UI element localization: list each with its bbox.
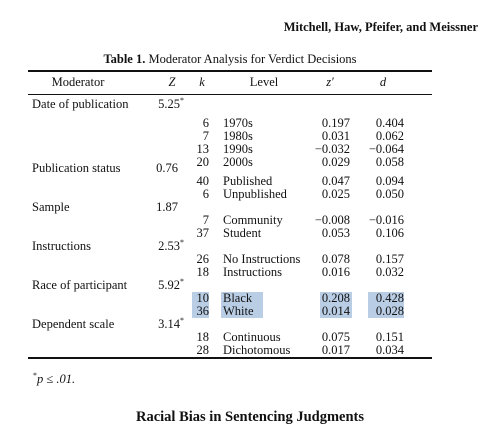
z-prime-cell-text: 0.208 — [321, 291, 350, 305]
d-cell-text: 0.062 — [375, 129, 404, 143]
header-k: k — [199, 75, 205, 89]
table-header-rule — [28, 94, 432, 95]
z-prime-cell — [296, 227, 350, 240]
z-prime-cell-text: 0.025 — [321, 187, 350, 201]
level-cell-text: White — [223, 304, 254, 318]
level-cell-text: Dichotomous — [223, 343, 291, 357]
k-cell-text: 10 — [196, 291, 209, 305]
significance-mark: * — [180, 237, 184, 247]
z-cell-text: 3.14 — [158, 317, 180, 331]
k-cell-text: 20 — [196, 155, 209, 169]
d-cell-text: 0.151 — [375, 330, 404, 344]
k-cell-text: 7 — [202, 129, 209, 143]
z-cell-text: 5.92 — [158, 278, 180, 292]
significance-mark: * — [180, 276, 184, 286]
moderator-cell — [32, 98, 129, 111]
moderator-cell-text: Instructions — [32, 239, 92, 253]
moderator-cell-text: Publication status — [32, 161, 121, 175]
significance-mark: * — [180, 315, 184, 325]
z-prime-cell-text: 0.017 — [321, 343, 350, 357]
k-cell-text: 6 — [202, 187, 209, 201]
moderator-cell — [32, 240, 91, 253]
level-cell-text: Continuous — [223, 330, 281, 344]
z-prime-cell — [296, 156, 350, 169]
k-cell-text: 26 — [196, 252, 209, 266]
k-cell — [193, 305, 209, 318]
level-cell-text: 1970s — [223, 116, 253, 130]
d-cell — [358, 156, 404, 169]
level-cell — [223, 266, 282, 279]
k-cell-text: 6 — [202, 116, 209, 130]
k-cell — [193, 227, 209, 240]
d-cell-text: 0.050 — [375, 187, 404, 201]
z-prime-cell-text: 0.029 — [321, 155, 350, 169]
level-cell-text: Unpublished — [223, 187, 287, 201]
d-cell-text: −0.064 — [368, 142, 404, 156]
z-prime-cell-text: 0.078 — [321, 252, 350, 266]
k-cell-text: 28 — [196, 343, 209, 357]
moderator-cell — [32, 162, 121, 175]
z-prime-cell — [296, 188, 350, 201]
level-cell — [223, 156, 253, 169]
moderator-cell — [32, 201, 70, 214]
level-cell-text: 1980s — [223, 129, 253, 143]
level-cell-text: 2000s — [223, 155, 253, 169]
header-z: Z — [168, 75, 176, 89]
running-head: Mitchell, Haw, Pfeifer, and Meissner — [283, 20, 478, 34]
d-cell-text: 0.058 — [375, 155, 404, 169]
d-cell-text: 0.157 — [375, 252, 404, 266]
z-prime-cell — [296, 344, 350, 357]
moderator-cell-text: Race of participant — [32, 278, 128, 292]
d-cell-text: 0.034 — [375, 343, 404, 357]
level-cell — [223, 344, 290, 357]
z-prime-cell-text: −0.032 — [314, 142, 350, 156]
z-cell-text: 2.53 — [158, 239, 180, 253]
table-bottom-rule — [28, 357, 432, 359]
k-cell — [193, 266, 209, 279]
k-cell-text: 18 — [196, 265, 209, 279]
z-cell — [140, 315, 184, 331]
z-prime-cell-text: 0.031 — [321, 129, 350, 143]
level-cell-text: 1990s — [223, 142, 253, 156]
z-prime-cell-text: 0.047 — [321, 174, 350, 188]
k-cell-text: 7 — [202, 213, 209, 227]
moderator-cell-text: Dependent scale — [32, 317, 115, 331]
k-cell-text: 40 — [196, 174, 209, 188]
header-z-prime: z′ — [326, 75, 334, 89]
table-top-rule — [28, 70, 432, 72]
d-cell-text: 0.404 — [375, 116, 404, 130]
d-cell-text: 0.428 — [375, 291, 404, 305]
d-cell-text: −0.016 — [368, 213, 404, 227]
table-title — [0, 52, 460, 67]
level-cell — [223, 227, 261, 240]
moderator-cell-text: Sample — [32, 200, 70, 214]
header-moderator: Moderator — [51, 75, 105, 89]
level-cell — [223, 188, 287, 201]
z-prime-cell-text: 0.075 — [321, 330, 350, 344]
level-cell-text: Published — [223, 174, 273, 188]
z-prime-cell-text: 0.014 — [321, 304, 350, 318]
d-cell — [358, 266, 404, 279]
significance-mark: * — [180, 95, 184, 105]
section-title: Racial Bias in Sentencing Judgments — [136, 409, 364, 425]
footnote-text: p ≤ .01. — [37, 372, 76, 386]
moderator-cell — [32, 318, 114, 331]
z-cell-text: 0.76 — [156, 161, 178, 175]
k-cell-text: 18 — [196, 330, 209, 344]
d-cell-text: 0.032 — [375, 265, 404, 279]
d-cell-text: 0.106 — [375, 226, 404, 240]
d-cell — [358, 305, 404, 318]
z-cell-text: 5.25 — [158, 97, 180, 111]
z-prime-cell-text: 0.016 — [321, 265, 350, 279]
level-cell-text: Black — [223, 291, 253, 305]
k-cell — [193, 188, 209, 201]
z-cell — [140, 276, 184, 292]
z-prime-cell-text: 0.053 — [321, 226, 350, 240]
z-prime-cell-text: −0.008 — [314, 213, 350, 227]
level-cell-text: Student — [223, 226, 262, 240]
moderator-cell-text: Date of publication — [32, 97, 129, 111]
level-cell-text: No Instructions — [223, 252, 301, 266]
footnote-mark: * — [33, 370, 37, 380]
z-prime-cell — [296, 266, 350, 279]
z-cell — [140, 201, 178, 214]
level-cell-text: Instructions — [223, 265, 283, 279]
z-cell — [140, 162, 178, 175]
z-cell — [140, 237, 184, 253]
z-prime-cell-text: 0.197 — [321, 116, 350, 130]
header-d: d — [379, 75, 387, 89]
z-cell — [140, 95, 184, 111]
k-cell-text: 36 — [196, 304, 209, 318]
header-level: Level — [249, 75, 279, 89]
k-cell-text: 37 — [196, 226, 209, 240]
moderator-cell — [32, 279, 127, 292]
level-cell — [223, 305, 254, 318]
d-cell-text: 0.028 — [375, 304, 404, 318]
k-cell-text: 13 — [196, 142, 209, 156]
table-caption: Moderator Analysis for Verdict Decisions — [148, 52, 357, 66]
table-footnote — [33, 372, 75, 387]
d-cell — [358, 188, 404, 201]
d-cell — [358, 227, 404, 240]
z-prime-cell — [296, 305, 350, 318]
d-cell-text: 0.094 — [375, 174, 404, 188]
table-label: Table 1. — [103, 52, 146, 66]
z-cell-text: 1.87 — [156, 200, 178, 214]
k-cell — [193, 344, 209, 357]
k-cell — [193, 156, 209, 169]
level-cell-text: Community — [223, 213, 283, 227]
d-cell — [358, 344, 404, 357]
